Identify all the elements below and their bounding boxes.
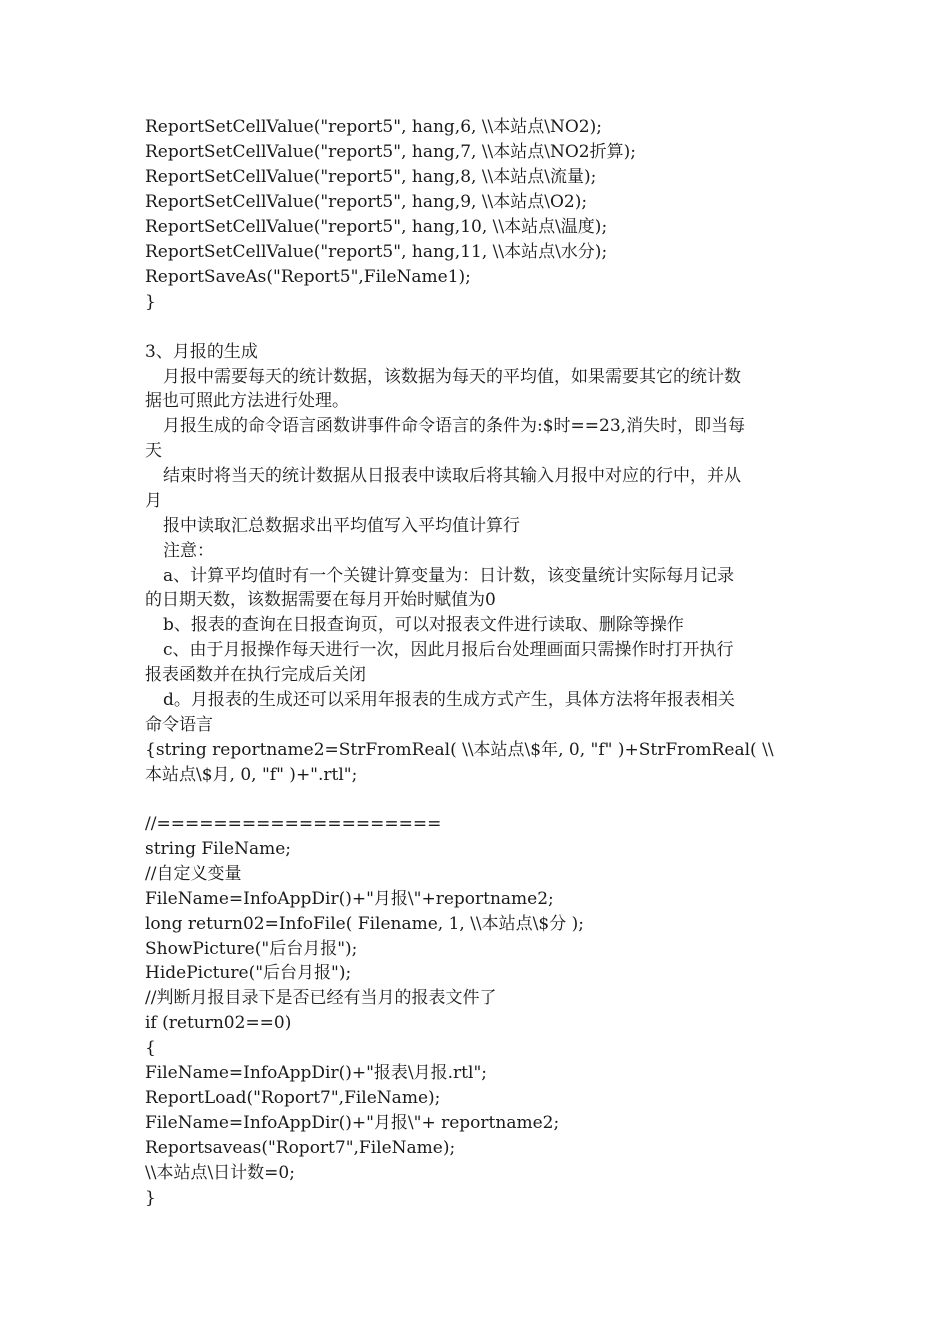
note-line: 命令语言 <box>145 715 213 735</box>
code-line: ReportLoad("Roport7",FileName); <box>145 1088 441 1108</box>
paragraph-line: 月报生成的命令语言函数讲事件命令语言的条件为:$时==23,消失时，即当每 <box>163 416 746 436</box>
code-line: ReportSetCellValue("report5", hang,9, \\本站点\O2); <box>145 192 588 212</box>
code-line: ReportSaveAs("Report5",FileName1); <box>145 267 471 287</box>
code-line: ReportSetCellValue("report5", hang,6, \\本站点\NO2); <box>145 117 602 137</box>
note-line: 报表函数并在执行完成后关闭 <box>145 665 366 685</box>
paragraph-line: 天 <box>145 441 162 461</box>
note-line: d。月报表的生成还可以采用年报表的生成方式产生，具体方法将年报表相关 <box>163 690 735 710</box>
code-line: //自定义变量 <box>145 864 242 884</box>
note-line: b、报表的查询在日报查询页，可以对报表文件进行读取、删除等操作 <box>163 615 684 635</box>
code-line: FileName=InfoAppDir()+"报表\月报.rtl"; <box>145 1063 487 1083</box>
note-line: c、由于月报操作每天进行一次，因此月报后台处理画面只需操作时打开执行 <box>163 640 734 660</box>
code-line: ReportSetCellValue("report5", hang,11, \\本站点\水分); <box>145 242 608 262</box>
paragraph-line: 月 <box>145 491 162 511</box>
code-line: } <box>145 292 156 312</box>
code-line: string FileName; <box>145 839 292 859</box>
code-line: HidePicture("后台月报"); <box>145 963 352 983</box>
section-heading: 3、月报的生成 <box>145 342 258 362</box>
code-line: ReportSetCellValue("report5", hang,10, \\本站点\温度); <box>145 217 608 237</box>
code-line: FileName=InfoAppDir()+"月报\"+reportname2; <box>145 889 554 909</box>
code-line: Reportsaveas("Roport7",FileName); <box>145 1138 456 1158</box>
code-line: if (return02==0) <box>145 1013 292 1033</box>
paragraph-line: 月报中需要每天的统计数据，该数据为每天的平均值，如果需要其它的统计数 <box>163 367 741 387</box>
paragraph-line: 结束时将当天的统计数据从日报表中读取后将其输入月报中对应的行中，并从 <box>163 466 741 486</box>
code-line: long return02=InfoFile( Filename, 1, \\本站点\$分 ); <box>145 914 584 934</box>
code-line: } <box>145 1188 156 1208</box>
code-line: //==================== <box>145 814 442 834</box>
code-line: //判断月报目录下是否已经有当月的报表文件了 <box>145 988 497 1008</box>
note-heading: 注意： <box>163 541 214 561</box>
code-line: ReportSetCellValue("report5", hang,7, \\本站点\NO2折算); <box>145 142 636 162</box>
code-line: 本站点\$月, 0, "f" )+".rtl"; <box>145 765 358 785</box>
paragraph-line: 据也可照此方法进行处理。 <box>145 391 349 411</box>
paragraph-line: 报中读取汇总数据求出平均值写入平均值计算行 <box>163 516 520 536</box>
note-line: 的日期天数，该数据需要在每月开始时赋值为0 <box>145 590 496 610</box>
code-line: \\本站点\日计数=0; <box>145 1163 295 1183</box>
code-line: { <box>145 1038 156 1058</box>
code-line: ShowPicture("后台月报"); <box>145 939 358 959</box>
code-line: {string reportname2=StrFromReal( \\本站点\$年, 0, "f" )+StrFromReal( \\ <box>145 740 774 760</box>
code-line: ReportSetCellValue("report5", hang,8, \\本站点\流量); <box>145 167 597 187</box>
code-line: FileName=InfoAppDir()+"月报\"+ reportname2; <box>145 1113 560 1133</box>
note-line: a、计算平均值时有一个关键计算变量为：日计数，该变量统计实际每月记录 <box>163 566 735 586</box>
